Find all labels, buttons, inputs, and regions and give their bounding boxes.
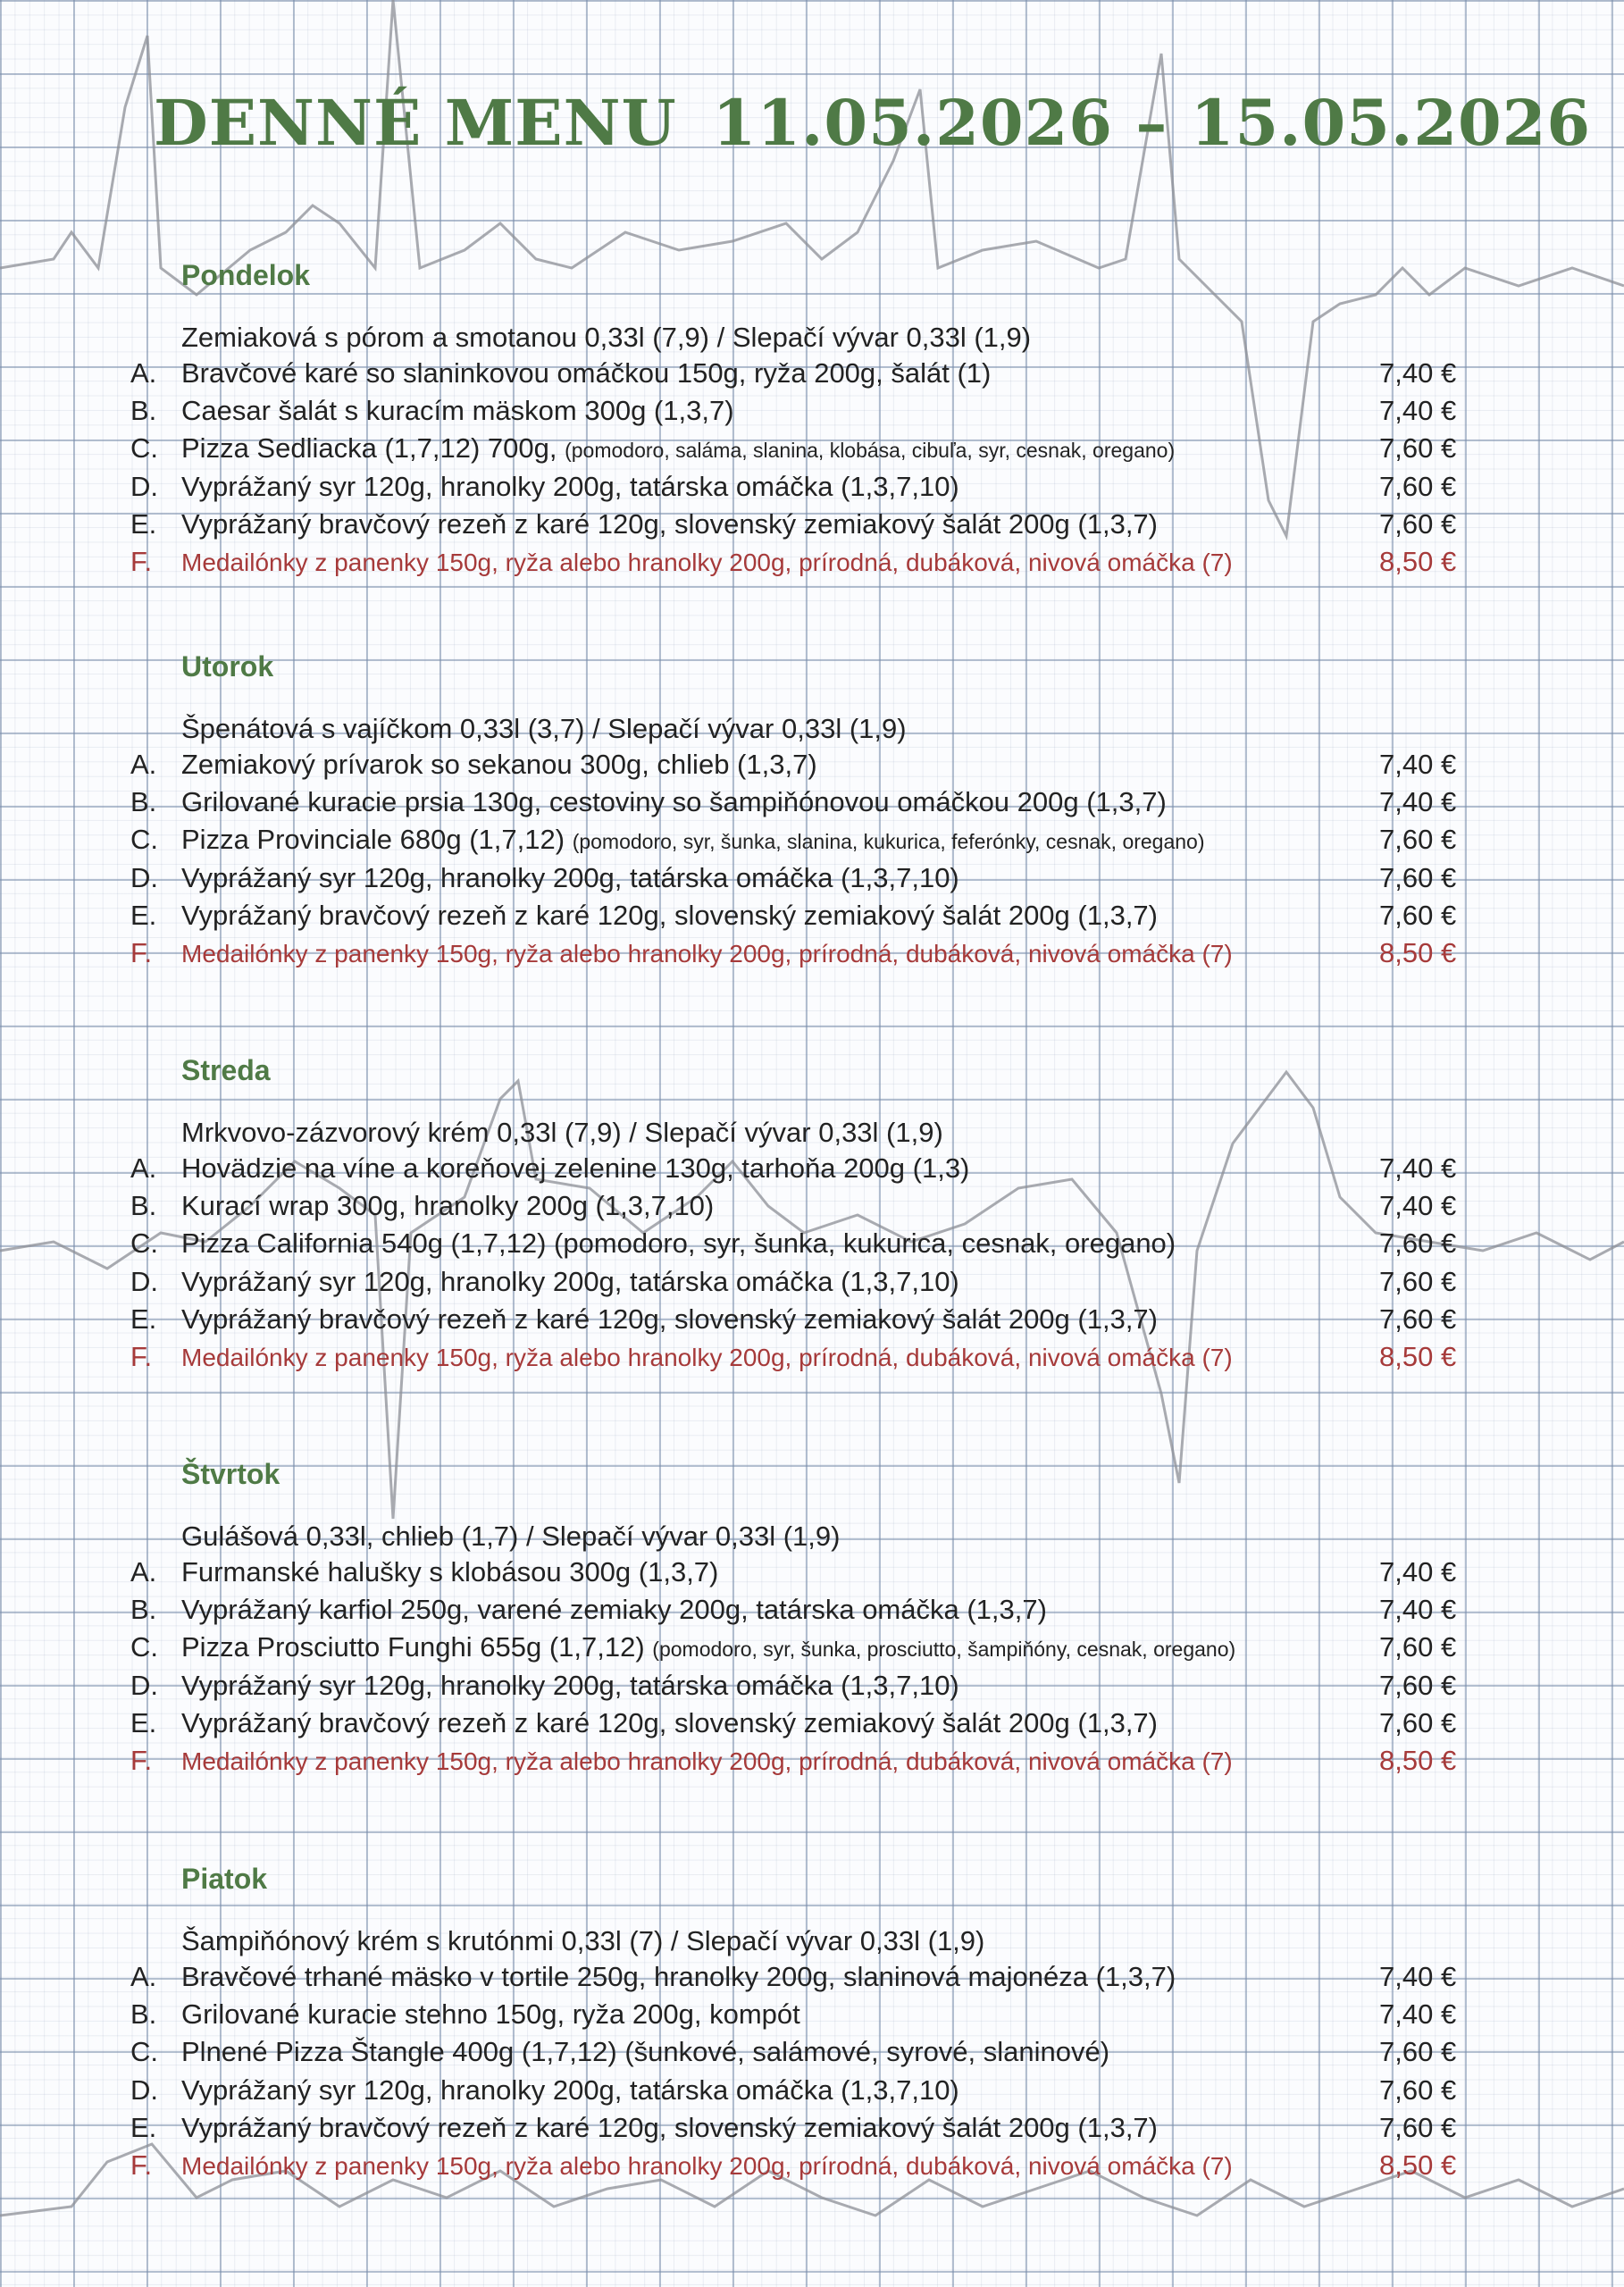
item-description (181, 1190, 714, 1222)
menu-item-row (0, 1707, 1624, 1745)
item-price: 7,40 € (1379, 1998, 1457, 2031)
soup-of-the-day: Špenátová s vajíčkom 0,33l (3,7) / Slepačí vývar 0,33l (1,9) (181, 713, 907, 744)
item-letter: A. (130, 1961, 157, 1992)
item-description (181, 2074, 959, 2107)
item-price: 7,60 € (1379, 1265, 1457, 1297)
item-price: 7,60 € (1379, 899, 1457, 931)
item-description-text: Pizza California 540g (1,7,12) (pomodoro, syr, šunka, kukurica, cesnak, oregano) (181, 1227, 1176, 1260)
item-price: 7,40 € (1379, 786, 1457, 818)
item-price: 7,60 € (1379, 1227, 1457, 1260)
item-price: 7,40 € (1379, 749, 1457, 780)
item-description (181, 1344, 1233, 1372)
menu-item-row (0, 2149, 1624, 2187)
item-price: 7,40 € (1379, 1961, 1457, 1992)
item-letter: C. (130, 824, 158, 856)
menu-item-row (0, 1341, 1624, 1378)
item-description (181, 1303, 1158, 1336)
item-price: 7,40 € (1379, 1594, 1457, 1626)
item-price: 7,40 € (1379, 1190, 1457, 1222)
soup-of-the-day: Gulášová 0,33l, chlieb (1,7) / Slepačí vývar 0,33l (1,9) (181, 1520, 841, 1552)
item-description (181, 1998, 800, 2031)
item-description-text: Vyprážaný syr 120g, hranolky 200g, tatárska omáčka (1,3,7,10) (181, 2073, 959, 2106)
item-description-text: Bravčové trhané mäsko v tortile 250g, hranolky 200g, slaninová majonéza (1,3,7) (181, 1961, 1176, 1992)
item-price: 7,60 € (1379, 1669, 1457, 1701)
item-letter: C. (130, 1227, 158, 1260)
item-letter: B. (130, 786, 157, 818)
menu-item-row (0, 471, 1624, 508)
item-price: 7,60 € (1379, 1706, 1457, 1738)
item-letter: E. (130, 1706, 157, 1738)
item-price: 7,40 € (1379, 395, 1457, 427)
item-description (181, 432, 1175, 465)
item-description-text: Medailónky z panenky 150g, ryža alebo hranolky 200g, prírodná, dubáková, nivová omáčka (7) (181, 549, 1233, 576)
menu-item-row (0, 395, 1624, 432)
item-letter: D. (130, 1669, 158, 1701)
item-price: 7,60 € (1379, 824, 1457, 856)
item-description-text: Vyprážaný syr 120g, hranolky 200g, tatárska omáčka (1,3,7,10) (181, 1265, 959, 1297)
item-description-text: Vyprážaný bravčový rezeň z karé 120g, slovenský zemiakový šalát 200g (1,3,7) (181, 507, 1158, 540)
item-description-text: Vyprážaný bravčový rezeň z karé 120g, slovenský zemiakový šalát 200g (1,3,7) (181, 899, 1158, 931)
item-price: 7,40 € (1379, 357, 1457, 389)
item-description (181, 395, 734, 427)
item-description-text: Grilované kuracie prsia 130g, cestoviny so šampiňónovou omáčkou 200g (1,3,7) (181, 786, 1167, 818)
item-price: 7,60 € (1379, 2036, 1457, 2068)
item-letter: C. (130, 432, 158, 465)
item-letter: E. (130, 507, 157, 540)
item-price: 7,60 € (1379, 1303, 1457, 1335)
item-description (181, 1152, 969, 1185)
soup-of-the-day: Zemiaková s pórom a smotanou 0,33l (7,9) / Slepačí vývar 0,33l (1,9) (181, 322, 1032, 353)
item-description (181, 1631, 1235, 1663)
item-price: 8,50 € (1379, 1341, 1457, 1372)
menu-item-row (0, 2074, 1624, 2112)
item-description (181, 1556, 718, 1588)
item-description-text: Medailónky z panenky 150g, ryža alebo hranolky 200g, prírodná, dubáková, nivová omáčka (7) (181, 1747, 1233, 1775)
item-description (181, 1227, 1176, 1260)
item-description-text: Medailónky z panenky 150g, ryža alebo hranolky 200g, prírodná, dubáková, nivová omáčka (7) (181, 940, 1233, 968)
item-price: 7,60 € (1379, 470, 1457, 502)
item-price: 7,60 € (1379, 2111, 1457, 2143)
day-name: Pondelok (181, 259, 311, 291)
item-description-text: Furmanské halušky s klobásou 300g (1,3,7) (181, 1556, 719, 1587)
date-range: 11.05.2026 – 15.05.2026 (712, 86, 1592, 160)
item-description (181, 1670, 959, 1702)
menu-item-row (0, 2112, 1624, 2149)
item-letter: B. (130, 1594, 157, 1626)
menu-item-row (0, 357, 1624, 395)
item-description-text: Vyprážaný syr 120g, hranolky 200g, tatárska omáčka (1,3,7,10) (181, 1669, 959, 1701)
item-letter: D. (130, 1265, 158, 1297)
item-price: 7,60 € (1379, 2073, 1457, 2106)
menu-item-row (0, 1303, 1624, 1341)
item-description (181, 2152, 1233, 2181)
item-letter: F. (130, 2149, 153, 2181)
menu-item-row (0, 2036, 1624, 2073)
item-description-text: Plnené Pizza Štangle 400g (1,7,12) (šunkové, salámové, syrové, slaninové) (181, 2036, 1110, 2068)
item-letter: E. (130, 899, 157, 931)
item-ingredients-note: (pomodoro, saláma, slanina, klobása, cibuľa, syr, cesnak, oregano) (565, 439, 1176, 463)
item-letter: A. (130, 357, 157, 389)
item-description (181, 2036, 1109, 2068)
item-description (181, 786, 1167, 818)
item-description-text: Kurací wrap 300g, hranolky 200g (1,3,7,10) (181, 1190, 715, 1222)
menu-item-row (0, 508, 1624, 546)
item-description-text: Vyprážaný bravčový rezeň z karé 120g, slovenský zemiakový šalát 200g (1,3,7) (181, 2111, 1158, 2143)
item-ingredients-note: (pomodoro, syr, šunka, slanina, kukurica, feferónky, cesnak, oregano) (572, 830, 1205, 854)
item-letter: A. (130, 749, 157, 780)
day-name: Streda (181, 1054, 271, 1086)
menu-item-row (0, 546, 1624, 583)
item-description (181, 357, 991, 390)
item-description (181, 900, 1158, 932)
item-price: 8,50 € (1379, 546, 1457, 577)
menu-item-row (0, 824, 1624, 861)
soup-of-the-day: Šampiňónový krém s krutónmi 0,33l (7) / Slepačí vývar 0,33l (1,9) (181, 1925, 985, 1956)
item-description (181, 1747, 1233, 1776)
item-letter: C. (130, 2036, 158, 2068)
item-description (181, 862, 959, 894)
item-letter: F. (130, 546, 153, 577)
menu-item-row (0, 1631, 1624, 1669)
soup-of-the-day: Mrkvovo-zázvorový krém 0,33l (7,9) / Slepačí vývar 0,33l (1,9) (181, 1117, 943, 1148)
item-description-text: Hovädzie na víne a koreňovej zelenine 130g, tarhoňa 200g (1,3) (181, 1152, 970, 1184)
item-description-text: Caesar šalát s kuracím mäskom 300g (1,3,7) (181, 395, 734, 427)
item-letter: D. (130, 861, 158, 893)
item-price: 7,40 € (1379, 1556, 1457, 1587)
item-letter: B. (130, 1998, 157, 2031)
day-name: Piatok (181, 1863, 268, 1895)
menu-item-row (0, 1556, 1624, 1594)
item-letter: A. (130, 1556, 157, 1587)
menu-item-row (0, 1190, 1624, 1227)
item-description-text: Pizza Prosciutto Funghi 655g (1,7,12) (181, 1631, 653, 1663)
item-letter: F. (130, 937, 153, 968)
item-description-text: Zemiakový prívarok so sekanou 300g, chlieb (1,3,7) (181, 749, 817, 780)
page-title (154, 86, 1591, 160)
day-name: Štvrtok (181, 1458, 280, 1490)
item-description-text: Vyprážaný bravčový rezeň z karé 120g, slovenský zemiakový šalát 200g (1,3,7) (181, 1706, 1158, 1738)
item-letter: B. (130, 395, 157, 427)
day-name: Utorok (181, 650, 274, 683)
item-description-text: Vyprážaný syr 120g, hranolky 200g, tatárska omáčka (1,3,7,10) (181, 470, 959, 502)
item-price: 7,60 € (1379, 1631, 1457, 1663)
item-description (181, 471, 959, 503)
item-description (181, 940, 1233, 968)
menu-item-row (0, 937, 1624, 975)
menu-item-row (0, 1594, 1624, 1631)
item-description-text: Grilované kuracie stehno 150g, ryža 200g, kompót (181, 1998, 800, 2031)
item-description (181, 1707, 1158, 1739)
item-price: 8,50 € (1379, 937, 1457, 968)
menu-item-row (0, 862, 1624, 900)
menu-item-row (0, 1745, 1624, 1782)
item-price: 7,60 € (1379, 507, 1457, 540)
item-letter: E. (130, 1303, 157, 1335)
item-letter: C. (130, 1631, 158, 1663)
item-price: 8,50 € (1379, 2149, 1457, 2181)
menu-item-row (0, 432, 1624, 470)
item-letter: D. (130, 470, 158, 502)
item-description (181, 1961, 1176, 1993)
menu-item-row (0, 1998, 1624, 2036)
item-description-text: Vyprážaný syr 120g, hranolky 200g, tatárska omáčka (1,3,7,10) (181, 861, 959, 893)
item-description-text: Pizza Sedliacka (1,7,12) 700g, (181, 432, 565, 465)
item-description (181, 549, 1233, 577)
item-description-text: Medailónky z panenky 150g, ryža alebo hranolky 200g, prírodná, dubáková, nivová omáčka (7) (181, 2152, 1233, 2180)
item-price: 7,40 € (1379, 1152, 1457, 1184)
item-letter: F. (130, 1341, 153, 1372)
menu-item-row (0, 1152, 1624, 1190)
item-price: 7,60 € (1379, 861, 1457, 893)
item-letter: D. (130, 2073, 158, 2106)
menu-item-row (0, 786, 1624, 824)
item-description (181, 2112, 1158, 2144)
item-ingredients-note: (pomodoro, syr, šunka, prosciutto, šampiňóny, cesnak, oregano) (652, 1638, 1236, 1662)
item-description (181, 749, 817, 781)
item-description-text: Bravčové karé so slaninkovou omáčkou 150g, ryža 200g, šalát (1) (181, 357, 992, 389)
item-description-text: Pizza Provinciale 680g (1,7,12) (181, 824, 573, 856)
item-description-text: Vyprážaný bravčový rezeň z karé 120g, slovenský zemiakový šalát 200g (1,3,7) (181, 1303, 1158, 1335)
item-letter: B. (130, 1190, 157, 1222)
item-letter: E. (130, 2111, 157, 2143)
item-price: 8,50 € (1379, 1745, 1457, 1776)
title-text: DENNÉ MENU (154, 86, 677, 160)
item-price: 7,60 € (1379, 432, 1457, 465)
item-letter: A. (130, 1152, 157, 1184)
menu-item-row (0, 1670, 1624, 1707)
item-description (181, 1594, 1047, 1626)
item-letter: F. (130, 1745, 153, 1776)
item-description (181, 508, 1158, 540)
menu-item-row (0, 1227, 1624, 1265)
item-description (181, 1266, 959, 1298)
menu-item-row (0, 1961, 1624, 1998)
menu-item-row (0, 1266, 1624, 1303)
item-description-text: Vyprážaný karfiol 250g, varené zemiaky 200g, tatárska omáčka (1,3,7) (181, 1594, 1047, 1626)
menu-item-row (0, 749, 1624, 786)
item-description (181, 824, 1205, 856)
item-description-text: Medailónky z panenky 150g, ryža alebo hranolky 200g, prírodná, dubáková, nivová omáčka (7) (181, 1344, 1233, 1371)
menu-item-row (0, 900, 1624, 937)
